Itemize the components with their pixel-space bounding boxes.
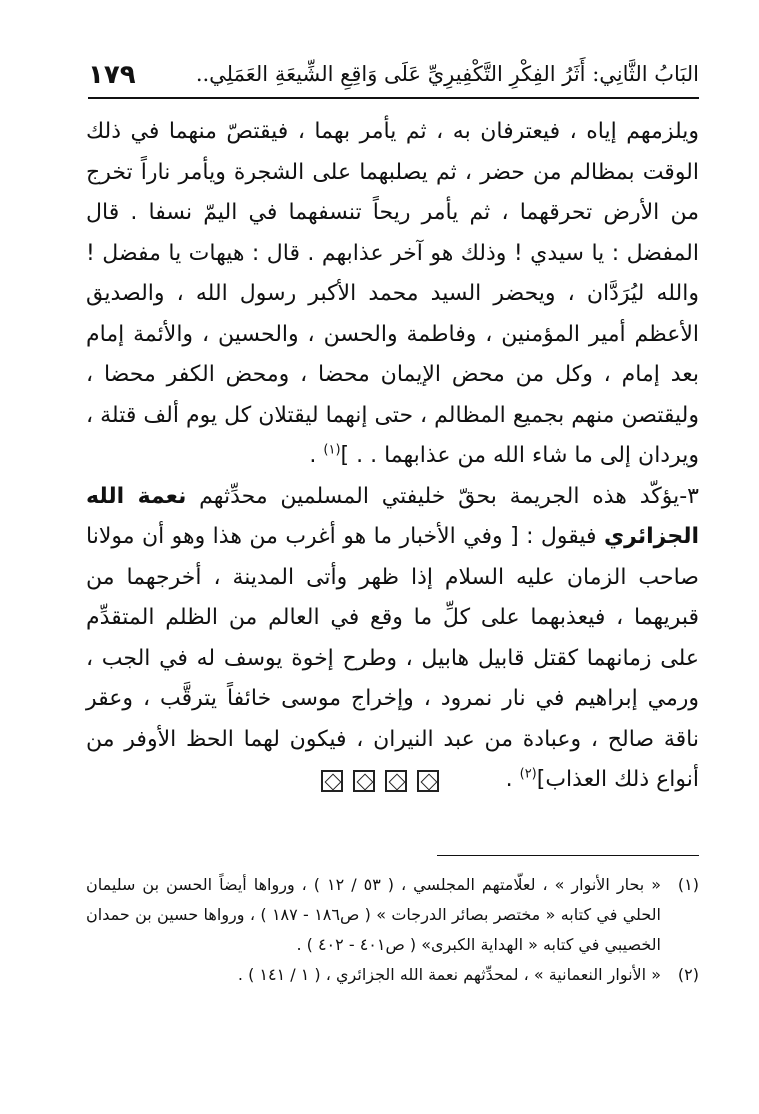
ornament-icon xyxy=(353,770,375,792)
ornament-icon xyxy=(385,770,407,792)
paragraph-1-text: ويلزمهم إياه ، فيعترفان به ، ثم يأمر بهما ، فيقتصّ منهما في ذلك الوقت بمظالم من حضر ، ثم يصلبهما على الشجرة ويأمر ناراً تخرج من الأرض تحرقهما ، ثم يأمر ريحاً تنسفهما في اليمّ نسفا . قال المفضل : يا سيدي ! وذلك هو آخر عذابهم . قال : هيهات يا مفضل ! والله ليُرَدَّان ، ويحضر السيد محمد الأكبر رسول الله ، والصديق الأعظم أمير المؤمنين ، وفاطمة والحسن ، والحسين ، والأئمة إمام بعد إمام ، وكل من محض الإيمان محضا ، ومحض الكفر محضا ، وليقتصن منهم بجميع المظالم ، حتى إنهما ليقتلان كل يوم ألف قتلة ، ويردان إلى ما شاء الله من عذابهما . . ] xyxy=(86,119,699,468)
footnote-ref-2: (٢) xyxy=(519,766,537,782)
footnote-separator xyxy=(437,855,699,856)
paragraph-2-start: ٣-يؤكّد هذه الجريمة بحقّ خليفتي المسلمين محدِّثهم xyxy=(186,483,699,509)
ornament-icon xyxy=(417,770,439,792)
footnote-number: (١) xyxy=(677,875,699,894)
footnote-text: « بحار الأنوار » ، لعلّامتهم المجلسي ، ( ٥٣ / ١٢ ) ، ورواها أيضاً الحسن بن سليمان الحلي في كتابه « مختصر بصائر الدرجات » ( ص١٨٦ - ١٨٧ ) ، ورواها حسين بن حمدان الخصيبي في كتابه « الهداية الكبرى» ( ص٤٠١ - ٤٠٢ ) . xyxy=(86,875,662,954)
running-title: البَابُ الثَّانِي: أَثَرُ الفِكْرِ التَّكْفِيرِيِّ عَلَى وَاقِعِ الشِّيعَةِ العَمَلِي.. xyxy=(195,62,699,86)
paragraph-1-end: . xyxy=(309,443,324,468)
footnote-1 xyxy=(86,870,699,960)
body-text xyxy=(86,112,699,801)
paragraph-2-text: فيقول : [ وفي الأخبار ما هو أغرب من هذا وهو أن مولانا صاحب الزمان عليه السلام إذا ظهر وأتى المدينة ، أخرجهما من قبريهما ، فيعذبهما على كلِّ ما وقع في العالم من الظلم المتقدِّم على زمانهما كقتل قابيل هابيل ، وطرح إخوة يوسف له في الجب ، ورمي إبراهيم في نار نمرود ، وإخراج موسى خائفاً يترقَّب ، وعقر ناقة صالح ، وعبادة من عبد النيران ، فيكون لهما الحظ الأوفر من أنواع ذلك العذاب] xyxy=(86,524,699,792)
paragraph-2 xyxy=(86,477,699,801)
paragraph-1 xyxy=(86,112,699,477)
footnote-number: (٢) xyxy=(677,965,699,984)
footnotes xyxy=(86,870,699,990)
page-header xyxy=(88,60,699,100)
ornament-icon xyxy=(321,770,343,792)
paragraph-2-end: . xyxy=(505,767,520,792)
author-name: نعمة الله الجزائري xyxy=(86,483,699,549)
footnote-text: « الأنوار النعمانية » ، لمحدِّثهم نعمة الله الجزائري ، ( ١ / ١٤١ ) . xyxy=(237,965,661,984)
footnote-2 xyxy=(86,960,699,990)
header-rule xyxy=(88,97,699,99)
section-ornaments xyxy=(0,770,759,796)
page-number: ١٧٩ xyxy=(88,60,136,90)
footnote-ref-1: (١) xyxy=(323,442,341,458)
